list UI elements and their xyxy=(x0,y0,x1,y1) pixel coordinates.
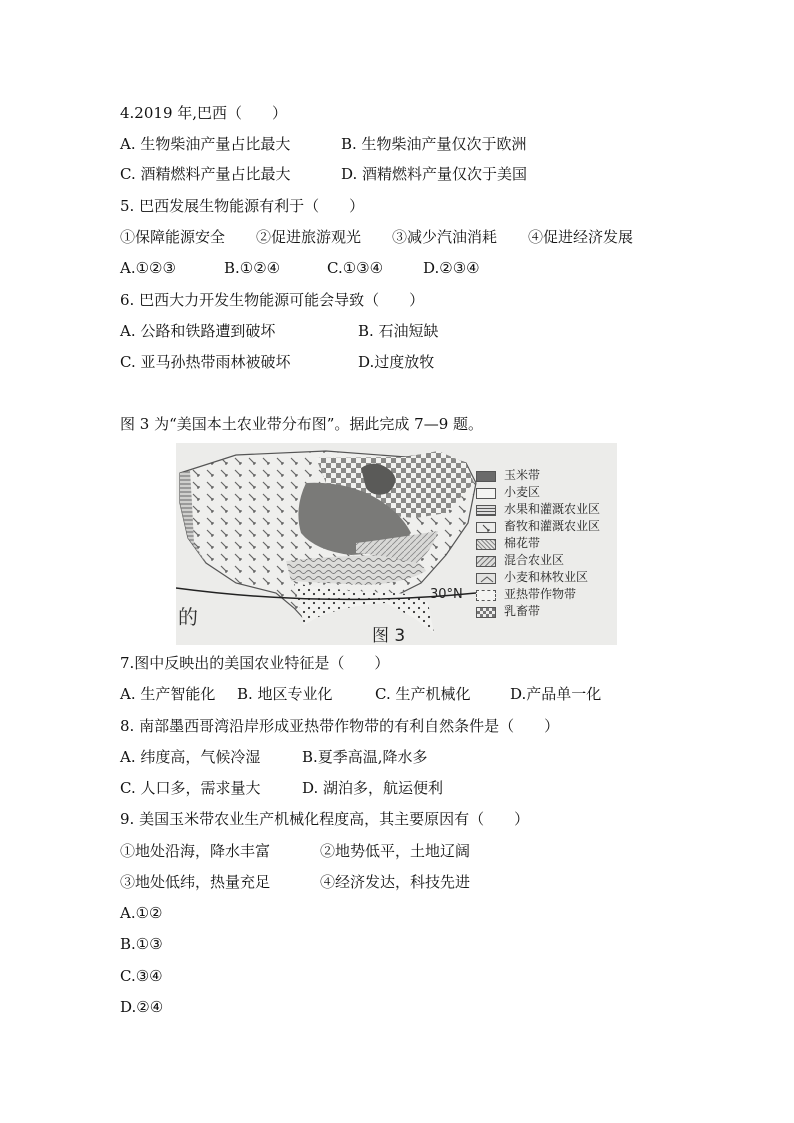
legend-swatch xyxy=(476,590,496,601)
question-9-option-a: A.①② xyxy=(120,904,163,922)
question-8-option-b: B.夏季高温,降水多 xyxy=(302,748,428,766)
figure-caption: 图 3 xyxy=(372,626,406,646)
question-5-statement-2: ②促进旅游观光 xyxy=(256,228,362,246)
map-background-text: 的 xyxy=(178,605,198,629)
legend-swatch xyxy=(476,607,496,618)
question-7-option-d: D.产品单一化 xyxy=(510,685,602,703)
question-4-option-d: D. 酒精燃料产量仅次于美国 xyxy=(341,165,528,183)
legend-swatch xyxy=(476,556,496,567)
question-9-statement-1: ①地处沿海，降水丰富 xyxy=(120,842,271,860)
question-9-option-b: B.①③ xyxy=(120,935,163,953)
question-5-option-c: C.①③④ xyxy=(327,259,384,277)
legend-swatch xyxy=(476,505,496,516)
question-9-statement-3: ③地处低纬，热量充足 xyxy=(120,873,271,891)
question-5-statement-3: ③减少汽油消耗 xyxy=(392,228,498,246)
question-9-stem: 9. 美国玉米带农业生产机械化程度高，其主要原因有（ ） xyxy=(120,810,530,828)
question-5-option-b: B.①②④ xyxy=(224,259,281,277)
question-5-statement-4: ④促进经济发展 xyxy=(528,228,634,246)
legend-swatch xyxy=(476,488,496,499)
question-5-statement-1: ①保障能源安全 xyxy=(120,228,226,246)
legend-swatch xyxy=(476,522,496,533)
question-5-option-a: A.①②③ xyxy=(120,259,176,277)
question-8-option-a: A. 纬度高，气候冷湿 xyxy=(120,748,261,766)
question-7-option-b: B. 地区专业化 xyxy=(237,685,333,703)
us-map-image xyxy=(176,443,617,645)
question-4-stem: 4.2019 年,巴西（ ） xyxy=(120,104,288,122)
question-8-stem: 8. 南部墨西哥湾沿岸形成亚热带作物带的有利自然条件是（ ） xyxy=(120,717,560,735)
question-8-option-c: C. 人口多，需求量大 xyxy=(120,779,261,797)
question-6-option-b: B. 石油短缺 xyxy=(358,322,439,340)
question-8-option-d: D. 湖泊多，航运便利 xyxy=(302,779,444,797)
question-7-stem: 7.图中反映出的美国农业特征是（ ） xyxy=(120,654,390,672)
question-6-stem: 6. 巴西大力开发生物能源可能会导致（ ） xyxy=(120,291,425,309)
question-9-option-d: D.②④ xyxy=(120,998,164,1016)
question-9-statement-4: ④经济发达，科技先进 xyxy=(320,873,471,891)
figure-intro: 图 3 为“美国本土农业带分布图”。据此完成 7—9 题。 xyxy=(120,415,484,433)
question-9-statement-2: ②地势低平，土地辽阔 xyxy=(320,842,471,860)
legend-swatch xyxy=(476,471,496,482)
question-7-option-c: C. 生产机械化 xyxy=(375,685,471,703)
question-5-stem: 5. 巴西发展生物能源有利于（ ） xyxy=(120,197,365,215)
question-5-option-d: D.②③④ xyxy=(423,259,480,277)
question-9-option-c: C.③④ xyxy=(120,967,163,985)
legend-swatch xyxy=(476,539,496,550)
question-4-option-b: B. 生物柴油产量仅次于欧洲 xyxy=(341,135,527,153)
us-agriculture-map-figure: 的 30°N 图 3 玉米带 小麦区 水果和灌溉农业区 畜牧和灌溉农业区 棉花带 混合农业区 小麦和林牧业区 亚热带作物带 乳畜带 xyxy=(176,443,617,645)
question-4-option-c: C. 酒精燃料产量占比最大 xyxy=(120,165,291,183)
question-7-option-a: A. 生产智能化 xyxy=(120,685,216,703)
question-4-option-a: A. 生物柴油产量占比最大 xyxy=(120,135,291,153)
latitude-label: 30°N xyxy=(430,587,463,602)
question-6-option-a: A. 公路和铁路遭到破坏 xyxy=(120,322,276,340)
question-6-option-c: C. 亚马孙热带雨林被破坏 xyxy=(120,353,291,371)
question-6-option-d: D.过度放牧 xyxy=(358,353,435,371)
legend-swatch xyxy=(476,573,496,584)
